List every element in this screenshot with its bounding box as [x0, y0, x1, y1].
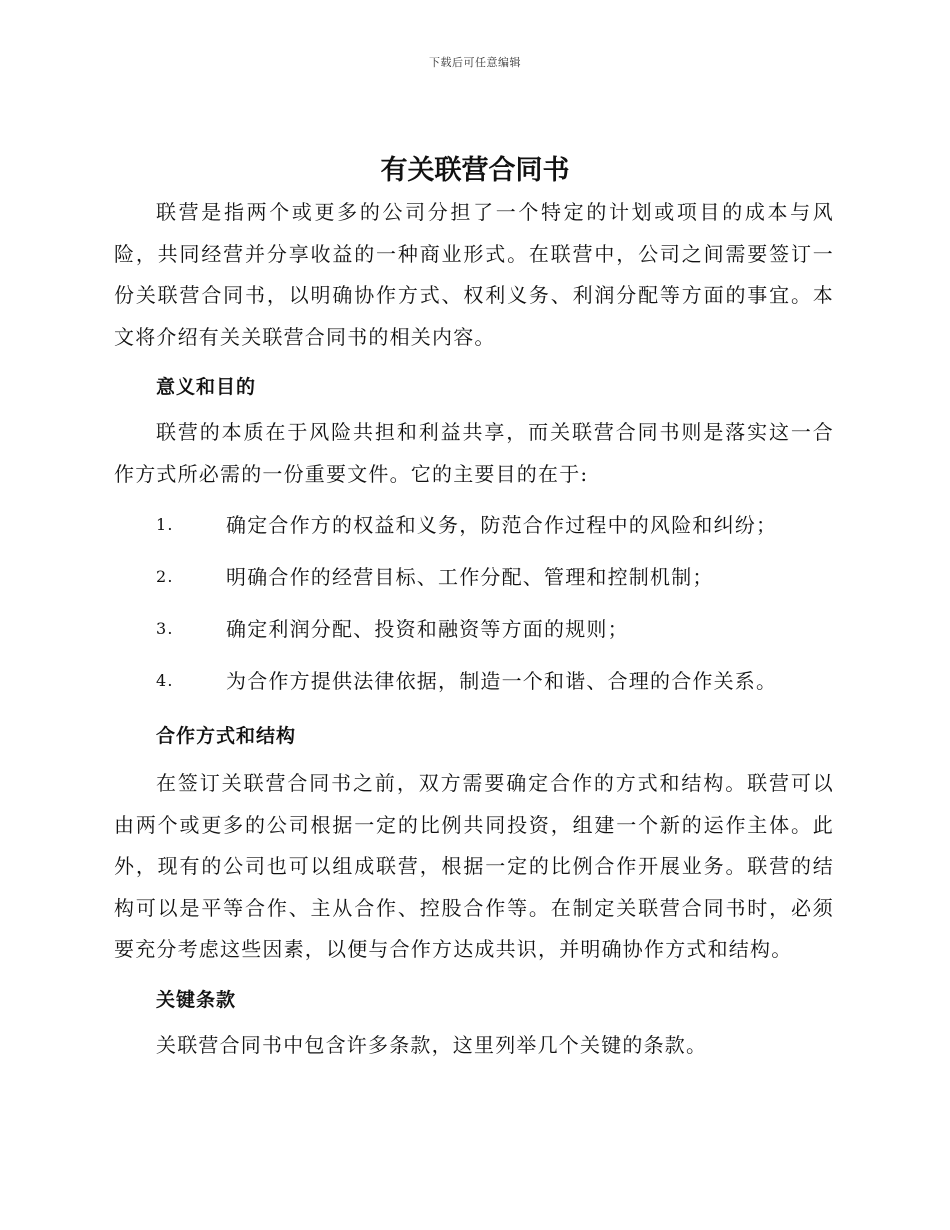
- document-body: [114, 192, 834, 1066]
- section-paragraph-purpose: 联营的本质在于风险共担和利益共享，而关联营合同书则是落实这一合作方式所必需的一份重要文件。它的主要目的在于:: [114, 420, 834, 486]
- header-note: 下载后可任意编辑: [429, 56, 521, 69]
- section-heading-purpose: 意义和目的: [156, 376, 257, 398]
- list-item-text: 为合作方提供法律依据，制造一个和谐、合理的合作关系。: [226, 669, 778, 693]
- purpose-list: [114, 499, 834, 707]
- intro-paragraph: 联营是指两个或更多的公司分担了一个特定的计划或项目的成本与风险，共同经营并分享收益的一种商业形式。在联营中，公司之间需要签订一份关联营合同书，以明确协作方式、权利义务、利润分配等方面的事宜。本文将介绍有关关联营合同书的相关内容。: [114, 200, 834, 349]
- list-item-text: 确定利润分配、投资和融资等方面的规则；: [226, 617, 629, 641]
- list-item: [114, 655, 834, 707]
- list-item-number: 3.: [156, 619, 174, 638]
- section-paragraph-structure: 在签订关联营合同书之前，双方需要确定合作的方式和结构。联营可以由两个或更多的公司根据一定的比例共同投资，组建一个新的运作主体。此外，现有的公司也可以组成联营，根据一定的比例合作开展业务。联营的结构可以是平等合作、主从合作、控股合作等。在制定关联营合同书时，必须要充分考虑这些因素，以便与合作方达成共识，并明确协作方式和结构。: [114, 771, 834, 961]
- list-item: [114, 551, 834, 603]
- list-item-number: 4.: [156, 671, 174, 690]
- list-item-text: 明确合作的经营目标、工作分配、管理和控制机制；: [226, 565, 714, 589]
- section-paragraph-key-clauses: 关联营合同书中包含许多条款，这里列举几个关键的条款。: [156, 1032, 708, 1057]
- document-title: 有关联营合同书: [380, 155, 570, 186]
- section-heading-structure: 合作方式和结构: [156, 725, 297, 747]
- list-item-number: 2.: [156, 567, 174, 586]
- list-item: [114, 603, 834, 655]
- list-item: [114, 499, 834, 551]
- list-item-number: 1.: [156, 515, 174, 534]
- section-heading-key-clauses: 关键条款: [156, 988, 237, 1011]
- list-item-text: 确定合作方的权益和义务，防范合作过程中的风险和纠纷；: [226, 513, 778, 537]
